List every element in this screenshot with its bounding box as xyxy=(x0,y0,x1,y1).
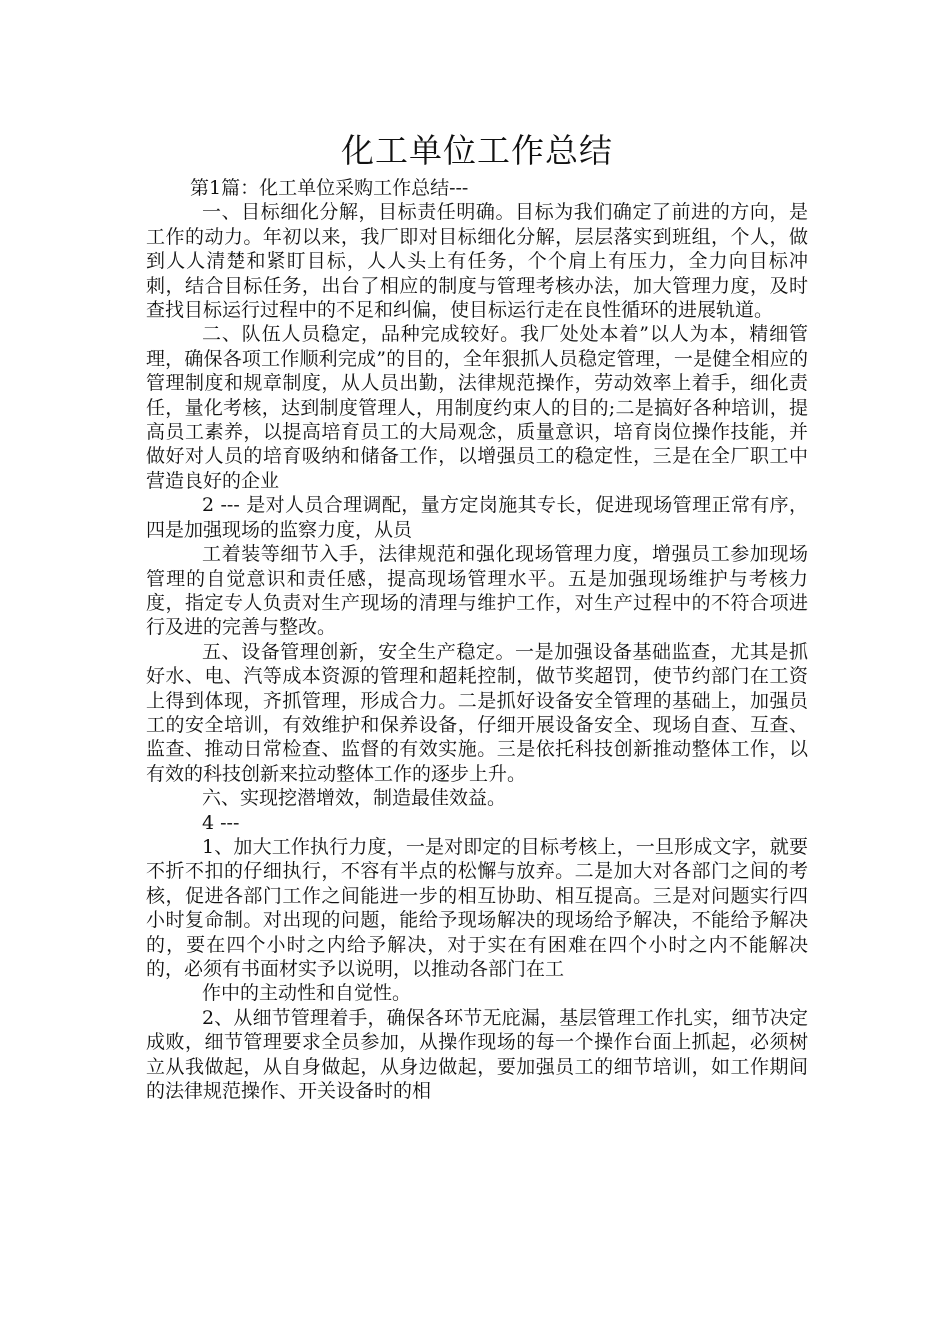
paragraph-1: 一、目标细化分解，目标责任明确。目标为我们确定了前进的方向，是工作的动力。年初以来，我厂即对目标细化分解，层层落实到班组，个人，做到人人清楚和紧盯目标，人人头上有任务，个个肩上有压力，全力向目标冲刺，结合目标任务，出台了相应的制度与管理考核办法，加大管理力度，及时查找目标运行过程中的不足和纠偏，使目标运行走在良性循环的进展轨道。 xyxy=(146,201,808,322)
paragraph-6: 六、实现挖潜增效，制造最佳效益。 xyxy=(202,787,507,810)
paragraph-10: 2、从细节管理着手，确保各环节无庇漏，基层管理工作扎实，细节决定成败，细节管理要求全员参加，从操作现场的每一个操作台面上抓起，必须树立从我做起，从自身做起，从身边做起，要加强员工的细节培训，如工作期间的法律规范操作、开关设备时的相 xyxy=(146,1006,808,1103)
paragraph-4: 工着装等细节入手，法律规范和强化现场管理力度，增强员工参加现场管理的自觉意识和责任感，提高现场管理水平。五是加强现场维护与考核力度，指定专人负责对生产现场的清理与维护工作，对生产过程中的不符合项进行及进的完善与整改。 xyxy=(146,543,808,639)
document-title: 化工单位工作总结 xyxy=(341,131,613,170)
document-subtitle: 第1篇：化工单位采购工作总结--- xyxy=(190,177,469,199)
paragraph-2: 二、队伍人员稳定，品种完成较好。我厂处处本着”以人为本，精细管理，确保各项工作顺利完成”的目的，全年狠抓人员稳定管理，一是健全相应的管理制度和规章制度，从人员出勤，法律规范操作，劳动效率上着手，细化责任，量化考核，达到制度管理人，用制度约束人的目的;二是搞好各种培训，提高员工素养，以提高培育员工的大局观念，质量意识，培育岗位操作技能，并做好对人员的培育吸纳和储备工作，以增强员工的稳定性，三是在全厂职工中营造良好的企业 xyxy=(146,323,808,492)
paragraph-5: 五、设备管理创新，安全生产稳定。一是加强设备基础监查，尤其是抓好水、电、汽等成本资源的管理和超耗控制，做节奖超罚，使节约部门在工资上得到体现，齐抓管理，形成合力。二是抓好设备安全管理的基础上，加强员工的安全培训，有效维护和保养设备，仔细开展设备安全、现场自查、互查、监查、推动日常检查、监督的有效实施。三是依托科技创新推动整体工作，以有效的科技创新来拉动整体工作的逐步上升。 xyxy=(146,640,808,785)
paragraph-3: 2 --- 是对人员合理调配，量方定岗施其专长，促进现场管理正常有序，四是加强现场的监察力度，从员 xyxy=(146,494,808,541)
paragraph-7: 4 --- xyxy=(202,811,240,834)
paragraph-8: 1、加大工作执行力度，一是对即定的目标考核上，一旦形成文字，就要不折不扣的仔细执行，不容有半点的松懈与放弃。二是加大对各部门之间的考核，促进各部门工作之间能进一步的相互协助、相互提高。三是对问题实行四小时复命制。对出现的问题，能给予现场解决的现场给予解决，不能给予解决的，要在四个小时之内给予解决，对于实在有困难在四个小时之内不能解决的，必须有书面材实予以说明，以推动各部门在工 xyxy=(146,835,808,980)
paragraph-9: 作中的主动性和自觉性。 xyxy=(202,982,412,1005)
document-page xyxy=(146,128,808,1103)
